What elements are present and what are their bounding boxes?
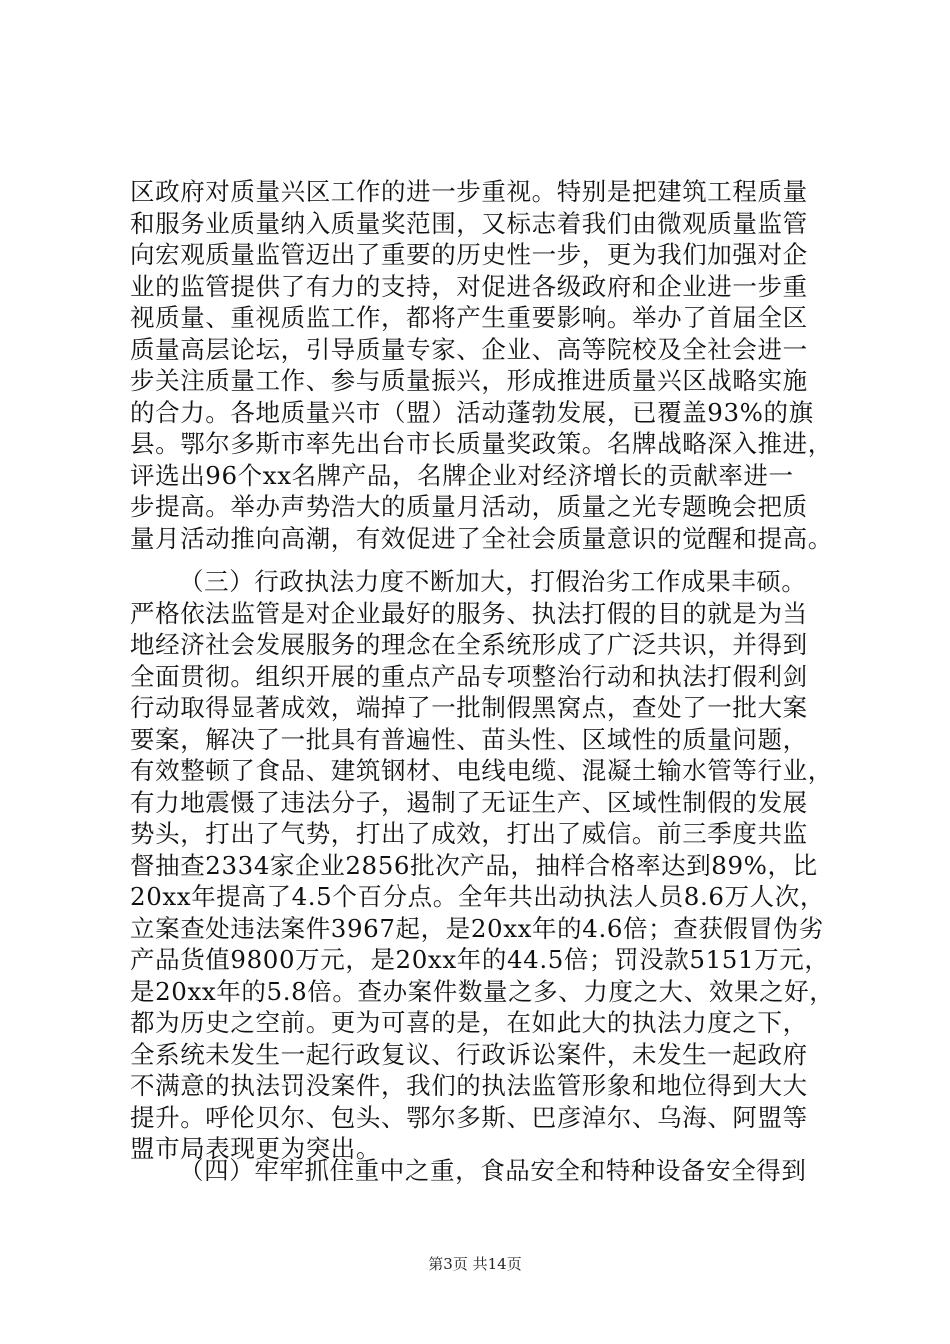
text-line: 和服务业质量纳入质量奖范围，又标志着我们由微观质量监管 bbox=[130, 208, 808, 238]
text-line: 是20xx年的5.8倍。查办案件数量之多、力度之大、效果之好， bbox=[130, 976, 835, 1006]
text-line: 地经济社会发展服务的理念在全系统形成了广泛共识，并得到 bbox=[130, 630, 808, 659]
text-line: 提升。呼伦贝尔、包头、鄂尔多斯、巴彦淖尔、乌海、阿盟等 bbox=[130, 1102, 808, 1132]
text-line: 质量高层论坛，引导质量专家、企业、高等院校及全社会进一 bbox=[130, 334, 808, 364]
section-heading-line: （三）行政执法力度不断加大，打假治劣工作成果丰硕。 bbox=[179, 567, 807, 596]
text-line: 立案查处违法案件3967起，是20xx年的4.6倍；查获假冒伪劣 bbox=[130, 913, 824, 943]
text-line: 向宏观质量监管迈出了重要的历史性一步，更为我们加强对企 bbox=[130, 240, 808, 269]
page-number-footer: 第3页 共14页 bbox=[428, 1255, 522, 1273]
text-line: 20xx年提高了4.5个百分点。全年共出动执法人员8.6万人次， bbox=[130, 882, 825, 911]
text-line: 不满意的执法罚没案件，我们的执法监管形象和地位得到大大 bbox=[130, 1071, 808, 1100]
section-heading-line: （四）牢牢抓住重中之重，食品安全和特种设备安全得到 bbox=[179, 1156, 807, 1185]
text-line: 有力地震慑了违法分子，遏制了无证生产、区域性制假的发展 bbox=[130, 787, 808, 817]
text-line: 严格依法监管是对企业最好的服务、执法打假的目的就是为当 bbox=[130, 598, 808, 628]
text-line: 步关注质量工作、参与质量振兴，形成推进质量兴区战略实施 bbox=[130, 366, 808, 395]
paragraph-food-safety bbox=[130, 1155, 850, 1187]
paragraph-quality-promotion bbox=[130, 176, 850, 554]
text-line: 盟市局表现更为突出。 bbox=[130, 1134, 381, 1163]
text-line: 全系统未发生一起行政复议、行政诉讼案件，未发生一起政府 bbox=[130, 1039, 808, 1069]
text-line: 要案，解决了一批具有普遍性、苗头性、区域性的质量问题， bbox=[130, 724, 808, 754]
text-line: 全面贯彻。组织开展的重点产品专项整治行动和执法打假利剑 bbox=[130, 661, 808, 691]
text-line: 都为历史之空前。更为可喜的是，在如此大的执法力度之下， bbox=[130, 1008, 808, 1037]
text-line: 视质量、重视质监工作，都将产生重要影响。举办了首届全区 bbox=[130, 303, 808, 332]
paragraph-law-enforcement bbox=[130, 566, 850, 1165]
text-line: 势头，打出了气势，打出了成效，打出了威信。前三季度共监 bbox=[130, 819, 808, 848]
text-line: 步提高。举办声势浩大的质量月活动，质量之光专题晚会把质 bbox=[130, 492, 808, 521]
text-line: 区政府对质量兴区工作的进一步重视。特别是把建筑工程质量 bbox=[130, 177, 808, 206]
text-line: 县。鄂尔多斯市率先出台市长质量奖政策。名牌战略深入推进， bbox=[130, 429, 833, 458]
text-line: 行动取得显著成效，端掉了一批制假黑窝点，查处了一批大案 bbox=[130, 693, 808, 722]
text-line: 评选出96个xx名牌产品，名牌企业对经济增长的贡献率进一 bbox=[130, 460, 794, 490]
text-line: 有效整顿了食品、建筑钢材、电线电缆、混凝土输水管等行业， bbox=[130, 756, 833, 785]
text-line: 的合力。各地质量兴市（盟）活动蓬勃发展，已覆盖93%的旗 bbox=[130, 397, 814, 427]
text-line: 产品货值9800万元，是20xx年的44.5倍；罚没款5151万元， bbox=[130, 945, 830, 974]
text-line: 业的监管提供了有力的支持，对促进各级政府和企业进一步重 bbox=[130, 271, 808, 301]
text-line: 督抽查2334家企业2856批次产品，抽样合格率达到89%，比 bbox=[130, 850, 818, 880]
text-line: 量月活动推向高潮，有效促进了全社会质量意识的觉醒和提高。 bbox=[130, 523, 833, 553]
